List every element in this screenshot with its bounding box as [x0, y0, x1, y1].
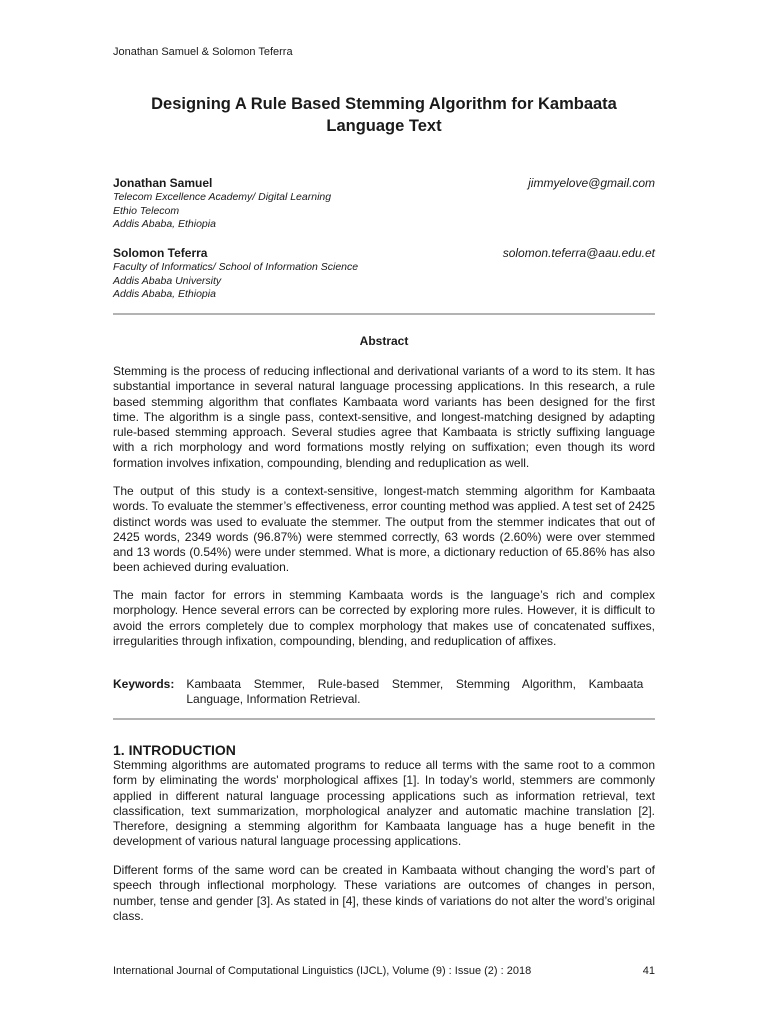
author-email[interactable]: solomon.teferra@aau.edu.et — [502, 246, 655, 260]
intro-paragraph: Different forms of the same word can be created in Kambaata without changing the word’s part of speech through inflectional morphology. These variations are outcomes of changes in person, number, tense and gender [3]. As stated in [4], these kinds of variations do not alter the word’s original class. — [113, 863, 655, 923]
paper-title — [100, 93, 668, 137]
abstract-paragraph: The output of this study is a context-sensitive, longest-match stemming algorithm for Kambaata words. To evaluate the stemmer’s effectiveness, error counting method was applied. A test set of 2425 distinct words was used to evaluate the stemmer. The output from the stemmer indicates that out of 2425 words, 2349 words (96.87%) were stemmed correctly, 63 words (2.60%) were over stemmed and 13 words (0.54%) were under stemmed. What is more, a dictionary reduction of 65.86% has also been achieved during evaluation. — [113, 484, 655, 575]
title-line-1: Designing A Rule Based Stemming Algorithm for Kambaata — [151, 95, 617, 113]
title-line-2: Language Text — [326, 117, 442, 135]
author-name: Solomon Teferra — [113, 246, 208, 260]
affiliation-line: Faculty of Informatics/ School of Information Science — [113, 261, 359, 273]
section-heading: 1. INTRODUCTION — [113, 742, 236, 758]
author-affiliation — [113, 261, 358, 302]
keywords-label: Keywords: — [113, 677, 175, 691]
keywords — [113, 677, 655, 708]
keywords-text: Kambaata Stemmer, Rule-based Stemmer, Stemming Algorithm, Kambaata Language, Information Retrieval. — [186, 677, 644, 707]
affiliation-line: Telecom Excellence Academy/ Digital Learning — [113, 191, 332, 203]
intro-paragraph: Stemming algorithms are automated programs to reduce all terms with the same root to a common form by eliminating the words' morphological affixes [1]. In today’s world, stemmers are commonly applied in different natural language processing applications such as information retrieval, text classification, text summarization, morphological analyzer and automatic machine translation [2]. Therefore, designing a stemming algorithm for Kambaata language has a huge benefit in the development of various natural language processing applications. — [113, 758, 655, 849]
page-number: 41 — [642, 965, 655, 977]
author-email[interactable]: jimmyelove@gmail.com — [528, 176, 655, 190]
abstract-paragraph: Stemming is the process of reducing inflectional and derivational variants of a word to its stem. It has substantial importance in several natural language processing applications. In this research, a rule based stemming algorithm that conflates Kambaata word variants has been designed for the first time. The algorithm is a single pass, context-sensitive, and longest-matching designed by adapting rule-based stemming approach. Several studies agree that Kambaata is strictly suffixing language with a rich morphology and word formations mostly relying on suffixation; even though its word formation involves infixation, compounding, blending and reduplication as well. — [113, 364, 655, 470]
divider — [113, 718, 655, 720]
abstract-heading: Abstract — [359, 334, 409, 348]
abstract-paragraph: The main factor for errors in stemming Kambaata words is the language’s rich and complex morphology. Hence several errors can be corrected by exploring more rules. However, it is difficult to avoid the errors completely due to complex morphology that makes use of concatenated suffixes, irregularities through infixation, compounding, blending, and reduplication of affixes. — [113, 588, 655, 648]
author-name: Jonathan Samuel — [113, 176, 213, 190]
divider — [113, 313, 655, 315]
affiliation-line: Addis Ababa University — [113, 274, 222, 287]
affiliation-line: Addis Ababa, Ethiopia — [113, 218, 216, 231]
running-header: Jonathan Samuel & Solomon Teferra — [113, 46, 293, 58]
affiliation-line: Ethio Telecom — [113, 204, 180, 217]
journal-footer: International Journal of Computational Linguistics (IJCL), Volume (9) : Issue (2) : 2018 — [113, 965, 532, 977]
author-affiliation — [113, 191, 331, 232]
affiliation-line: Addis Ababa, Ethiopia — [113, 288, 216, 301]
